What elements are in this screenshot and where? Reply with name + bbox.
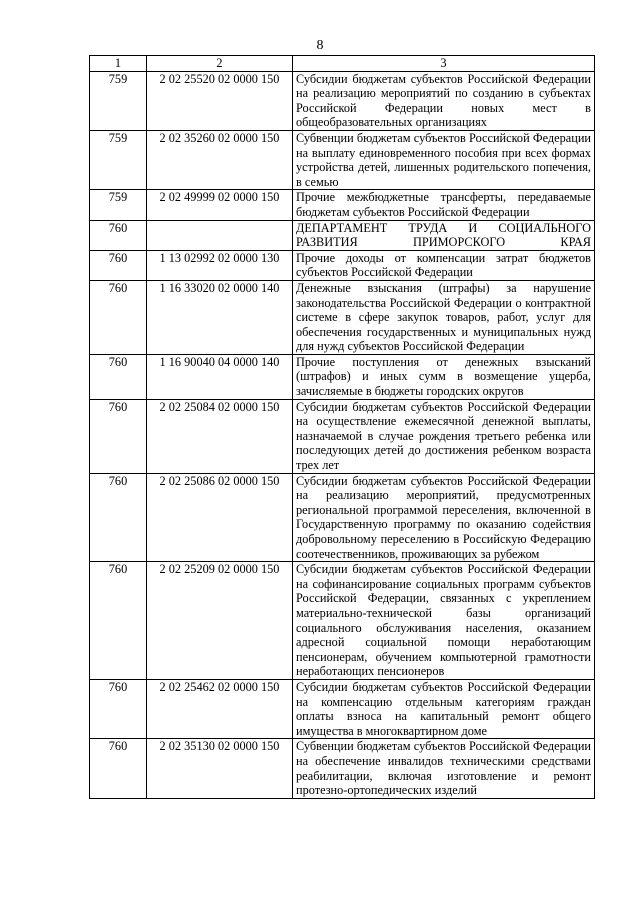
revenue-name-cell: Прочие поступления от денежных взысканий (штрафов) и иных сумм в возмещение ущерба, зачисляемые в бюджеты городских округов <box>293 354 595 399</box>
admin-code-cell: 760 <box>90 250 147 280</box>
revenue-name-cell: Субвенции бюджетам субъектов Российской Федерации на выплату единовременного пособия при всех формах устройства детей, лишенных родительского попечения, в семью <box>293 130 595 189</box>
admin-code-cell: 760 <box>90 280 147 354</box>
budget-classification-table <box>89 55 595 799</box>
table-row <box>90 562 595 680</box>
revenue-name-cell: Субсидии бюджетам субъектов Российской Федерации на софинансирование социальных программ субъектов Российской Федерации, связанных с укреплением материально-технической базы организаций социального обслуживания населения, оказанием адресной социальной помощи неработающим пенсионерам, обучением компьютерной грамотности неработающих пенсионеров <box>293 562 595 680</box>
column-header: 1 <box>90 56 147 72</box>
column-header: 2 <box>147 56 293 72</box>
revenue-name-cell: Субсидии бюджетам субъектов Российской Федерации на компенсацию отдельным категориям граждан оплаты взноса на капитальный ремонт общего имущества в многоквартирном доме <box>293 679 595 738</box>
table-row <box>90 399 595 473</box>
revenue-code-cell: 1 13 02992 02 0000 130 <box>147 250 293 280</box>
admin-code-cell: 760 <box>90 399 147 473</box>
admin-code-cell: 760 <box>90 679 147 738</box>
column-header: 3 <box>293 56 595 72</box>
table-row <box>90 71 595 130</box>
revenue-name-cell: Денежные взыскания (штрафы) за нарушение законодательства Российской Федерации о контрактной системе в сфере закупок товаров, работ, услуг для обеспечения государственных и муниципальных нужд для нужд субъектов Российской Федерации <box>293 280 595 354</box>
revenue-code-cell: 2 02 25520 02 0000 150 <box>147 71 293 130</box>
revenue-name-cell: Прочие доходы от компенсации затрат бюджетов субъектов Российской Федерации <box>293 250 595 280</box>
revenue-code-cell: 2 02 35260 02 0000 150 <box>147 130 293 189</box>
admin-code-cell: 760 <box>90 739 147 798</box>
admin-code-cell: 759 <box>90 190 147 220</box>
revenue-name-cell: Субсидии бюджетам субъектов Российской Федерации на реализацию мероприятий, предусмотренных региональной программой переселения, включенной в Государственную программу по оказанию содействия добровольному переселению в Российскую Федерацию соотечественников, проживающих за рубежом <box>293 473 595 562</box>
admin-code-cell: 760 <box>90 354 147 399</box>
revenue-name-cell: Субсидии бюджетам субъектов Российской Федерации на реализацию мероприятий по созданию в субъектах Российской Федерации новых мест в общеобразовательных организациях <box>293 71 595 130</box>
revenue-name-cell: Субсидии бюджетам субъектов Российской Федерации на осуществление ежемесячной денежной выплаты, назначаемой в случае рождения третьего ребенка или последующих детей до достижения ребенком возраста трех лет <box>293 399 595 473</box>
revenue-code-cell <box>147 220 293 250</box>
table-row <box>90 190 595 220</box>
revenue-code-cell: 2 02 49999 02 0000 150 <box>147 190 293 220</box>
page-number: 8 <box>316 38 324 53</box>
table-row <box>90 473 595 562</box>
table-row <box>90 280 595 354</box>
department-row <box>90 220 595 250</box>
admin-code-cell: 759 <box>90 71 147 130</box>
admin-code-cell: 760 <box>90 473 147 562</box>
table-row <box>90 250 595 280</box>
revenue-code-cell: 2 02 35130 02 0000 150 <box>147 739 293 798</box>
table-header-row <box>90 56 595 72</box>
revenue-name-cell: Субвенции бюджетам субъектов Российской Федерации на обеспечение инвалидов техническими средствами реабилитации, включая изготовление и ремонт протезно-ортопедических изделий <box>293 739 595 798</box>
table-row <box>90 679 595 738</box>
table-row <box>90 354 595 399</box>
revenue-code-cell: 2 02 25209 02 0000 150 <box>147 562 293 680</box>
table-row <box>90 739 595 798</box>
admin-code-cell: 760 <box>90 562 147 680</box>
revenue-code-cell: 1 16 90040 04 0000 140 <box>147 354 293 399</box>
revenue-code-cell: 2 02 25084 02 0000 150 <box>147 399 293 473</box>
admin-code-cell: 759 <box>90 130 147 189</box>
revenue-code-cell: 1 16 33020 02 0000 140 <box>147 280 293 354</box>
revenue-code-cell: 2 02 25086 02 0000 150 <box>147 473 293 562</box>
revenue-code-cell: 2 02 25462 02 0000 150 <box>147 679 293 738</box>
admin-code-cell: 760 <box>90 220 147 250</box>
department-name-cell: ДЕПАРТАМЕНТ ТРУДА И СОЦИАЛЬНОГО РАЗВИТИЯ ПРИМОРСКОГО КРАЯ <box>293 220 595 250</box>
table-row <box>90 130 595 189</box>
revenue-name-cell: Прочие межбюджетные трансферты, передаваемые бюджетам субъектов Российской Федерации <box>293 190 595 220</box>
